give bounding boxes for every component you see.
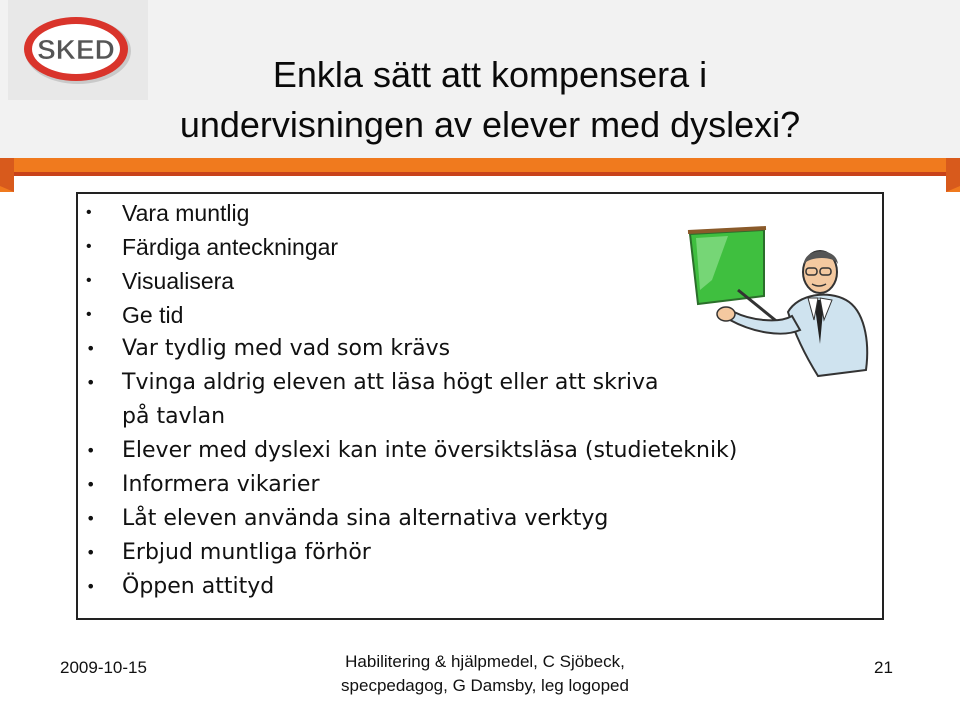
list-item: • Erbjud muntliga förhör <box>76 536 856 570</box>
slide-title <box>40 50 940 150</box>
title-line-1: Enkla sätt att kompensera i <box>272 54 708 95</box>
list-item: • Vara muntlig <box>76 196 856 230</box>
list-item: • Öppen attityd <box>76 570 856 604</box>
list-item: • Elever med dyslexi kan inte översiktsläsa (studieteknik) <box>76 434 856 468</box>
page-number: 21 <box>874 658 893 677</box>
orange-divider-band <box>0 158 960 192</box>
footer-credit <box>300 650 670 698</box>
footer-credit-line-1: Habilitering & hjälpmedel, C Sjöbeck, <box>345 652 625 671</box>
list-item: • Visualisera <box>76 264 856 298</box>
list-item: • Ge tid <box>76 298 856 332</box>
teacher-at-board-icon <box>668 220 874 390</box>
list-item: • Var tydlig med vad som krävs <box>76 332 856 366</box>
footer-credit-line-2: specpedagog, G Damsby, leg logoped <box>341 676 629 695</box>
list-item: • Låt eleven använda sina alternativa verktyg <box>76 502 856 536</box>
list-item: • Tvinga aldrig eleven att läsa högt eller att skriva på tavlan <box>76 366 682 434</box>
footer-date: 2009-10-15 <box>60 658 147 677</box>
list-item: • Färdiga anteckningar <box>76 230 856 264</box>
list-item: • Informera vikarier <box>76 468 856 502</box>
logo-text: SKED <box>37 34 115 65</box>
title-line-2: undervisningen av elever med dyslexi? <box>179 104 801 145</box>
